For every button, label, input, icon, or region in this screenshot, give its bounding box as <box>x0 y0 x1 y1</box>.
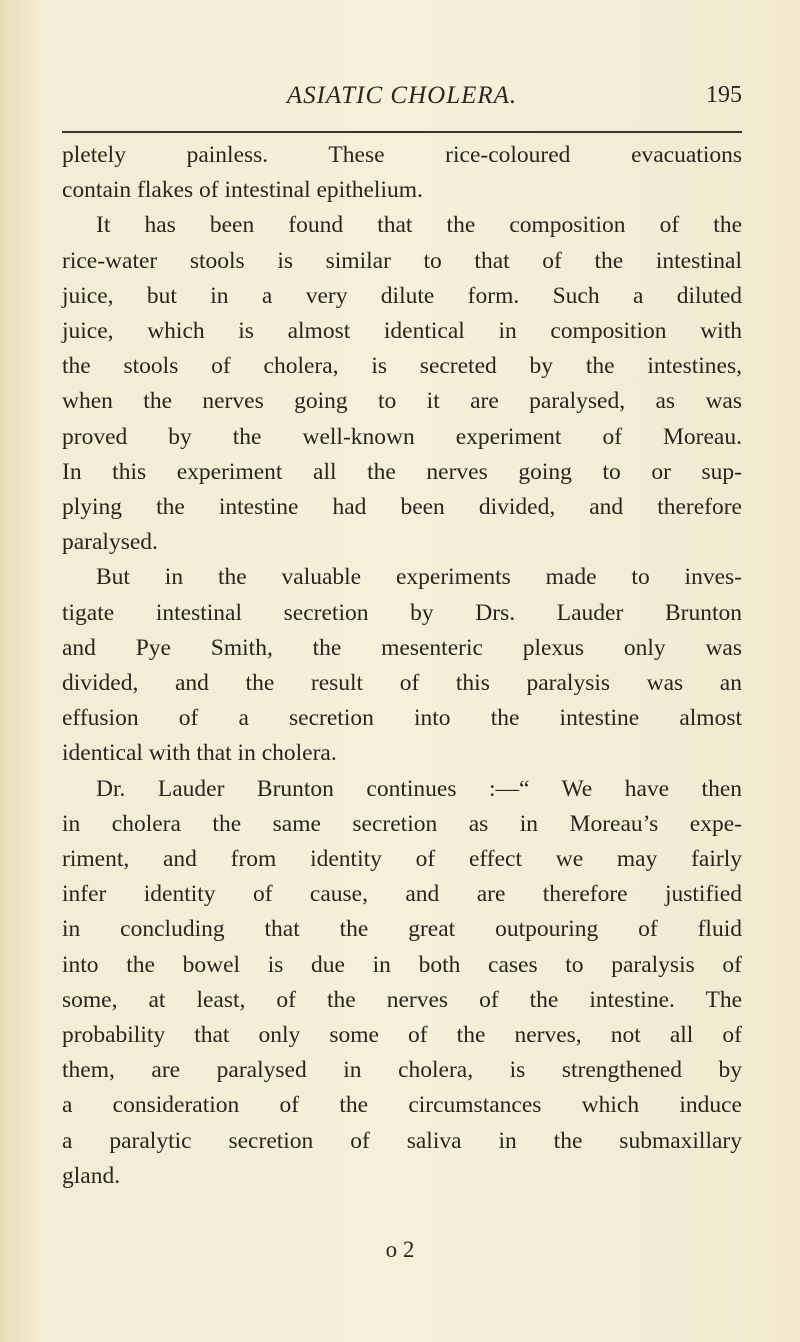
text-line: proved by the well-known experiment of Moreau. <box>62 423 742 450</box>
text-line: In this experiment all the nerves going to or sup- <box>62 458 742 485</box>
text-line: a consideration of the circumstances which induce <box>62 1092 742 1119</box>
text-line: rice-water stools is similar to that of the intestinal <box>62 247 742 274</box>
header-rule <box>62 131 742 133</box>
text-line: juice, which is almost identical in composition with <box>62 318 742 345</box>
text-line: a paralytic secretion of saliva in the submaxillary <box>62 1127 742 1154</box>
signature-mark: o 2 <box>385 1237 415 1262</box>
text-line: contain flakes of intestinal epithelium. <box>62 177 423 204</box>
text-line: when the nerves going to it are paralysed, as was <box>62 388 742 415</box>
text-line: infer identity of cause, and are therefore justified <box>62 881 742 908</box>
text-line: It has been found that the composition of the <box>96 212 742 239</box>
text-line: gland. <box>62 1162 121 1189</box>
text-line: them, are paralysed in cholera, is strengthened by <box>62 1057 742 1084</box>
text-line: into the bowel is due in both cases to paralysis of <box>62 951 742 978</box>
text-line: Dr. Lauder Brunton continues :—“ We have then <box>96 775 742 802</box>
text-line: paralysed. <box>62 529 158 556</box>
page-number: 195 <box>706 82 742 108</box>
text-line: in concluding that the great outpouring of fluid <box>62 916 742 943</box>
text-line: the stools of cholera, is secreted by the intestines, <box>62 353 742 380</box>
text-line: plying the intestine had been divided, and therefore <box>62 494 742 521</box>
text-line: But in the valuable experiments made to inves- <box>96 564 742 591</box>
running-title: ASIATIC CHOLERA. <box>286 82 518 109</box>
text-line: effusion of a secretion into the intestine almost <box>62 705 742 732</box>
text-line: identical with that in cholera. <box>62 740 337 767</box>
text-line: in cholera the same secretion as in Moreau’s expe- <box>62 810 742 837</box>
body-text <box>62 138 742 1194</box>
text-line: pletely painless. These rice-coloured evacuations <box>62 142 742 168</box>
text-line: riment, and from identity of effect we may fairly <box>62 846 742 873</box>
text-line: juice, but in a very dilute form. Such a diluted <box>62 282 742 309</box>
text-line: and Pye Smith, the mesenteric plexus only was <box>62 634 742 661</box>
text-line: probability that only some of the nerves, not all of <box>62 1022 742 1049</box>
text-line: some, at least, of the nerves of the intestine. The <box>62 986 742 1013</box>
running-head <box>62 82 742 116</box>
text-line: tigate intestinal secretion by Drs. Lauder Brunton <box>62 599 742 626</box>
text-line: divided, and the result of this paralysis was an <box>62 670 742 697</box>
